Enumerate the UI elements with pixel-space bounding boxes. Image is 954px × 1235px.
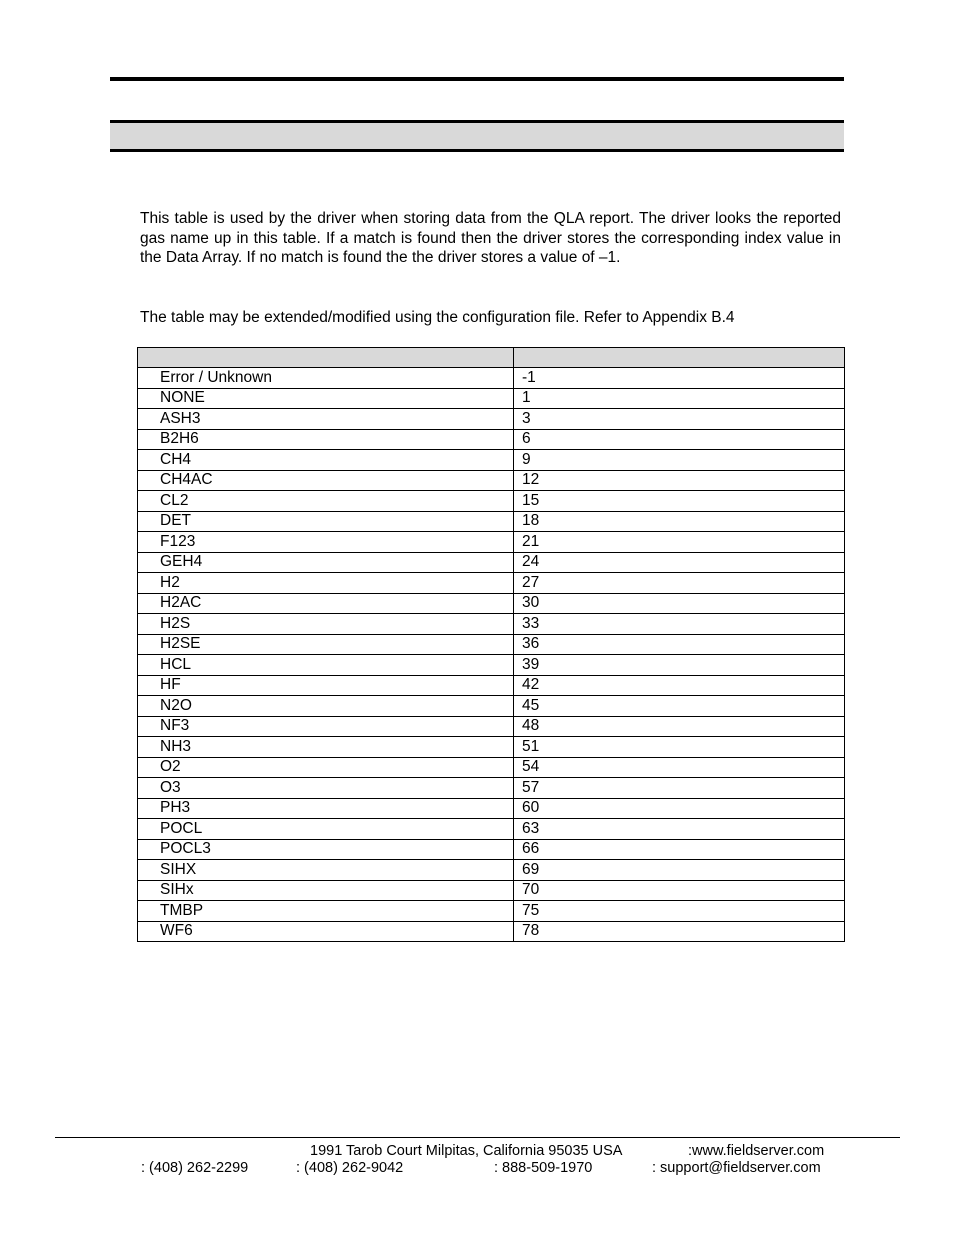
gas-name-cell: H2AC <box>138 593 514 614</box>
table-row <box>138 798 845 819</box>
gas-name-cell: CH4 <box>138 450 514 471</box>
table-row <box>138 450 845 471</box>
gas-name-cell: SIHX <box>138 860 514 881</box>
gas-name-cell: Error / Unknown <box>138 368 514 389</box>
gas-index-cell: 27 <box>514 573 845 594</box>
table-row <box>138 819 845 840</box>
gas-name-cell: O2 <box>138 757 514 778</box>
gas-name-cell: O3 <box>138 778 514 799</box>
footer-tollfree: : 888-509-1970 <box>494 1160 593 1176</box>
gas-name-cell: N2O <box>138 696 514 717</box>
gas-index-cell: 36 <box>514 634 845 655</box>
gas-name-cell: PH3 <box>138 798 514 819</box>
gas-name-cell: HCL <box>138 655 514 676</box>
table-row <box>138 696 845 717</box>
gas-name-cell: CH4AC <box>138 470 514 491</box>
gas-name-cell: GEH4 <box>138 552 514 573</box>
footer-fax: : (408) 262-9042 <box>296 1160 404 1176</box>
table-body <box>138 368 845 942</box>
table-row <box>138 655 845 676</box>
table-header-gas <box>138 348 514 368</box>
gas-index-cell: 51 <box>514 737 845 758</box>
table-row <box>138 901 845 922</box>
table-row <box>138 757 845 778</box>
gas-index-cell: 15 <box>514 491 845 512</box>
gas-index-cell: 21 <box>514 532 845 553</box>
gas-name-cell: NF3 <box>138 716 514 737</box>
gas-index-cell: 6 <box>514 429 845 450</box>
gas-index-cell: 33 <box>514 614 845 635</box>
footer-website-link[interactable]: :www.fieldserver.com <box>688 1143 825 1159</box>
intro-paragraph: This table is used by the driver when storing data from the QLA report. The driver looks the reported gas name up in this table. If a match is found then the driver stores the corresponding index value in the Data Array. If no match is found the the driver stores a value of –1. <box>140 210 841 266</box>
footer-phone: : (408) 262-2299 <box>141 1160 249 1176</box>
gas-index-table <box>137 347 845 942</box>
gas-index-cell: 75 <box>514 901 845 922</box>
table-row <box>138 614 845 635</box>
gas-name-cell: B2H6 <box>138 429 514 450</box>
config-note-paragraph: The table may be extended/modified using the configuration file. Refer to Appendix B.4 <box>140 309 735 326</box>
table-row <box>138 675 845 696</box>
table-row <box>138 778 845 799</box>
gas-index-cell: -1 <box>514 368 845 389</box>
gas-index-cell: 78 <box>514 921 845 942</box>
table-row <box>138 511 845 532</box>
gas-index-cell: 63 <box>514 819 845 840</box>
header-rule <box>110 77 844 81</box>
footer-rule <box>55 1137 900 1138</box>
footer-email-link[interactable]: : support@fieldserver.com <box>652 1160 821 1176</box>
gas-index-cell: 70 <box>514 880 845 901</box>
table-row <box>138 860 845 881</box>
gas-name-cell: H2 <box>138 573 514 594</box>
gas-name-cell: POCL3 <box>138 839 514 860</box>
gas-name-cell: CL2 <box>138 491 514 512</box>
table-header-index <box>514 348 845 368</box>
gas-name-cell: TMBP <box>138 901 514 922</box>
table-row <box>138 429 845 450</box>
table-row <box>138 532 845 553</box>
gas-index-cell: 12 <box>514 470 845 491</box>
table-row <box>138 368 845 389</box>
gas-index-cell: 69 <box>514 860 845 881</box>
gas-index-cell: 39 <box>514 655 845 676</box>
gas-name-cell: NONE <box>138 388 514 409</box>
gas-index-cell: 42 <box>514 675 845 696</box>
section-heading-band <box>110 120 844 152</box>
table-row <box>138 552 845 573</box>
gas-index-cell: 54 <box>514 757 845 778</box>
table-row <box>138 409 845 430</box>
gas-name-cell: HF <box>138 675 514 696</box>
gas-name-cell: F123 <box>138 532 514 553</box>
gas-index-cell: 9 <box>514 450 845 471</box>
table-row <box>138 921 845 942</box>
table-row <box>138 839 845 860</box>
gas-index-cell: 45 <box>514 696 845 717</box>
table-row <box>138 737 845 758</box>
gas-name-cell: SIHx <box>138 880 514 901</box>
table-row <box>138 470 845 491</box>
table-row <box>138 716 845 737</box>
gas-index-cell: 48 <box>514 716 845 737</box>
gas-index-cell: 60 <box>514 798 845 819</box>
gas-index-cell: 24 <box>514 552 845 573</box>
table-row <box>138 593 845 614</box>
table-row <box>138 388 845 409</box>
gas-index-cell: 30 <box>514 593 845 614</box>
gas-name-cell: WF6 <box>138 921 514 942</box>
gas-name-cell: H2S <box>138 614 514 635</box>
table-row <box>138 880 845 901</box>
footer-address: 1991 Tarob Court Milpitas, California 95035 USA <box>310 1143 623 1159</box>
gas-index-cell: 1 <box>514 388 845 409</box>
table-header-row <box>138 348 845 368</box>
gas-name-cell: DET <box>138 511 514 532</box>
table-row <box>138 634 845 655</box>
table-row <box>138 491 845 512</box>
gas-index-cell: 57 <box>514 778 845 799</box>
gas-name-cell: H2SE <box>138 634 514 655</box>
gas-index-cell: 66 <box>514 839 845 860</box>
gas-name-cell: POCL <box>138 819 514 840</box>
table-row <box>138 573 845 594</box>
gas-name-cell: ASH3 <box>138 409 514 430</box>
gas-name-cell: NH3 <box>138 737 514 758</box>
gas-index-cell: 18 <box>514 511 845 532</box>
gas-index-cell: 3 <box>514 409 845 430</box>
